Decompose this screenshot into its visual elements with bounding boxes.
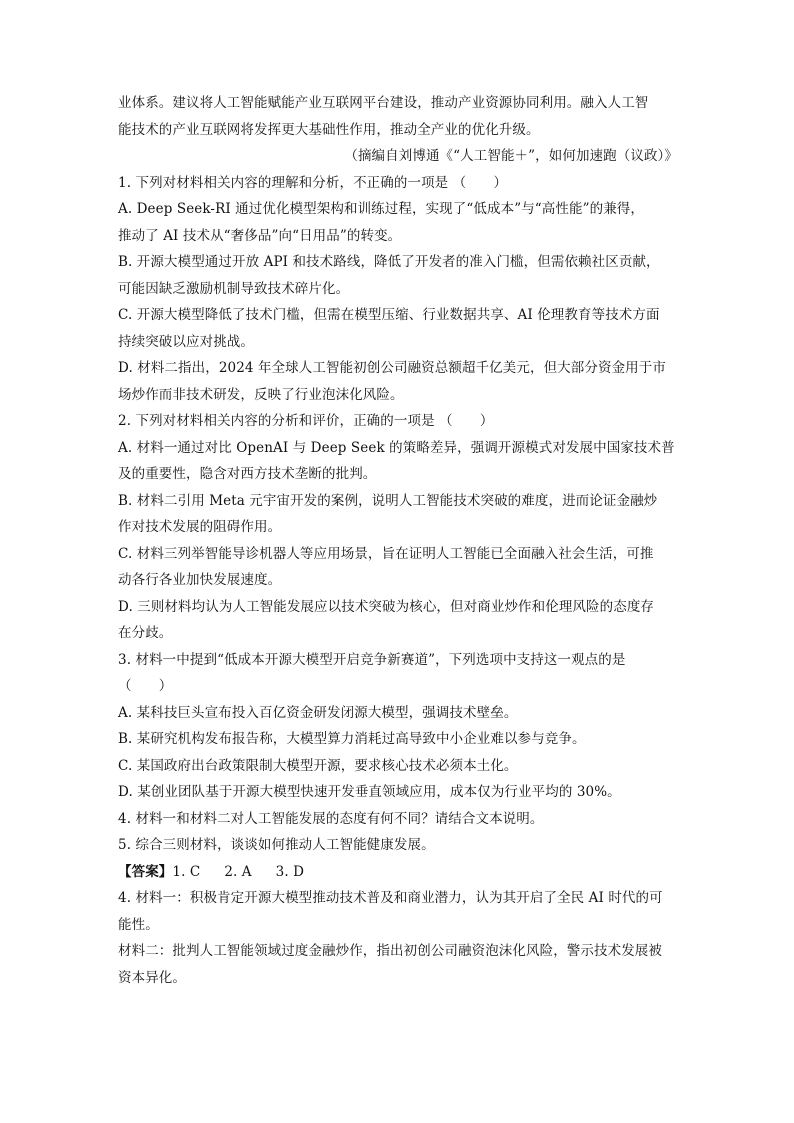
question-stem: 1. 下列对材料相关内容的理解和分析，不正确的一项是 （ ） — [118, 174, 508, 191]
option-line: 场炒作而非技术研发，反映了行业泡沫化风险。 — [118, 386, 404, 403]
question-5: 5. 综合三则材料，谈谈如何推动人工智能健康发展。 — [118, 837, 435, 853]
question-stem: （ ） — [118, 678, 173, 694]
option-c — [118, 302, 678, 355]
intro-paragraph — [118, 90, 678, 143]
option-line: 在分歧。 — [118, 625, 173, 641]
document-content — [118, 90, 678, 991]
option-b — [118, 249, 678, 302]
intro-line: 能技术的产业互联网将发挥更大基础性作用，推动全产业的优化升级。 — [118, 121, 540, 138]
option-line: 可能因缺乏激励机制导致技术碎片化。 — [118, 280, 350, 297]
option-b — [118, 488, 678, 541]
option-d — [118, 355, 678, 408]
option-line: A. Deep Seek-RI 通过优化模型架构和训练过程，实现了“低成本”与“高性能”的兼得， — [118, 201, 644, 217]
option-line: D. 三则材料均认为人工智能发展应以技术突破为核心，但对商业炒作和伦理风险的态度存 — [118, 598, 655, 615]
option-line: C. 开源大模型降低了技术门槛，但需在模型压缩、行业数据共享、AI 伦理教育等技术方面 — [118, 307, 660, 323]
explanation-line: 能性。 — [118, 916, 159, 933]
option-line: 及的重要性，隐含对西方技术垄断的批判。 — [118, 466, 377, 482]
option-a — [118, 435, 678, 488]
option-d: D. 某创业团队基于开源大模型快速开发垂直领域应用，成本仅为行业平均的 30%。 — [118, 784, 621, 800]
option-d — [118, 594, 678, 647]
option-c — [118, 541, 678, 594]
option-line: 动各行各业加快发展速度。 — [118, 572, 282, 588]
option-a — [118, 196, 678, 249]
source-citation: （摘编自刘博通《“人工智能＋”，如何加速跑（议政）》 — [344, 148, 678, 164]
question-3 — [118, 647, 678, 806]
intro-line: 业体系。建议将人工智能赋能产业互联网平台建设，推动产业资源协同利用。融入人工智 — [118, 95, 649, 111]
option-b: B. 某研究机构发布报告称，大模型算力消耗过高导致中小企业难以参与竞争。 — [118, 731, 586, 747]
question-1 — [118, 170, 678, 409]
option-line: B. 材料二引用 Meta 元宇宙开发的案例，说明人工智能技术突破的难度，进而论证金融炒 — [118, 492, 658, 509]
question-2 — [118, 408, 678, 647]
option-c: C. 某国政府出台政策限制大模型开源，要求核心技术必须本土化。 — [118, 757, 518, 774]
explanation-line: 材料二：批判人工智能领域过度金融炒作，指出初创公司融资泡沫化风险，警示技术发展被 — [118, 943, 662, 959]
option-a: A. 某科技巨头宣布投入百亿资金研发闭源大模型，强调技术壁垒。 — [118, 704, 518, 721]
option-line: 作对技术发展的阻碍作用。 — [118, 519, 282, 535]
answer-explanation — [118, 885, 678, 991]
option-line: D. 材料二指出，2024 年全球人工智能初创公司融资总额超千亿美元，但大部分资金用于市 — [118, 360, 666, 376]
question-stem: 2. 下列对材料相关内容的分析和评价，正确的一项是 （ ） — [118, 413, 494, 429]
option-line: B. 开源大模型通过开放 API 和技术路线，降低了开发者的准入门槛，但需依赖社区贡献， — [118, 254, 660, 270]
option-line: A. 材料一通过对比 OpenAI 与 Deep Seek 的策略差异，强调开源模式对发展中国家技术普 — [118, 439, 675, 456]
explanation-line: 资本异化。 — [118, 969, 186, 986]
answer-item: 1. C — [172, 863, 201, 880]
question-stem: 3. 材料一中提到“低成本开源大模型开启竞争新赛道”，下列选项中支持这一观点的是 — [118, 651, 626, 668]
answer-label: 【答案】 — [118, 863, 173, 880]
answer-key — [118, 859, 678, 886]
answer-item: 3. D — [275, 863, 305, 880]
explanation-line: 4. 材料一：积极肯定开源大模型推动技术普及和商业潜力，认为其开启了全民 AI 时代的可 — [118, 890, 663, 906]
option-line: 持续突破以应对挑战。 — [118, 333, 254, 350]
answer-item: 2. A — [224, 863, 252, 880]
option-line: C. 材料三列举智能导诊机器人等应用场景，旨在证明人工智能已全面融入社会生活，可推 — [118, 545, 654, 562]
question-4: 4. 材料一和材料二对人工智能发展的态度有何不同？请结合文本说明。 — [118, 810, 544, 827]
option-line: 推动了 AI 技术从“奢侈品”向“日用品”的转变。 — [118, 227, 402, 244]
